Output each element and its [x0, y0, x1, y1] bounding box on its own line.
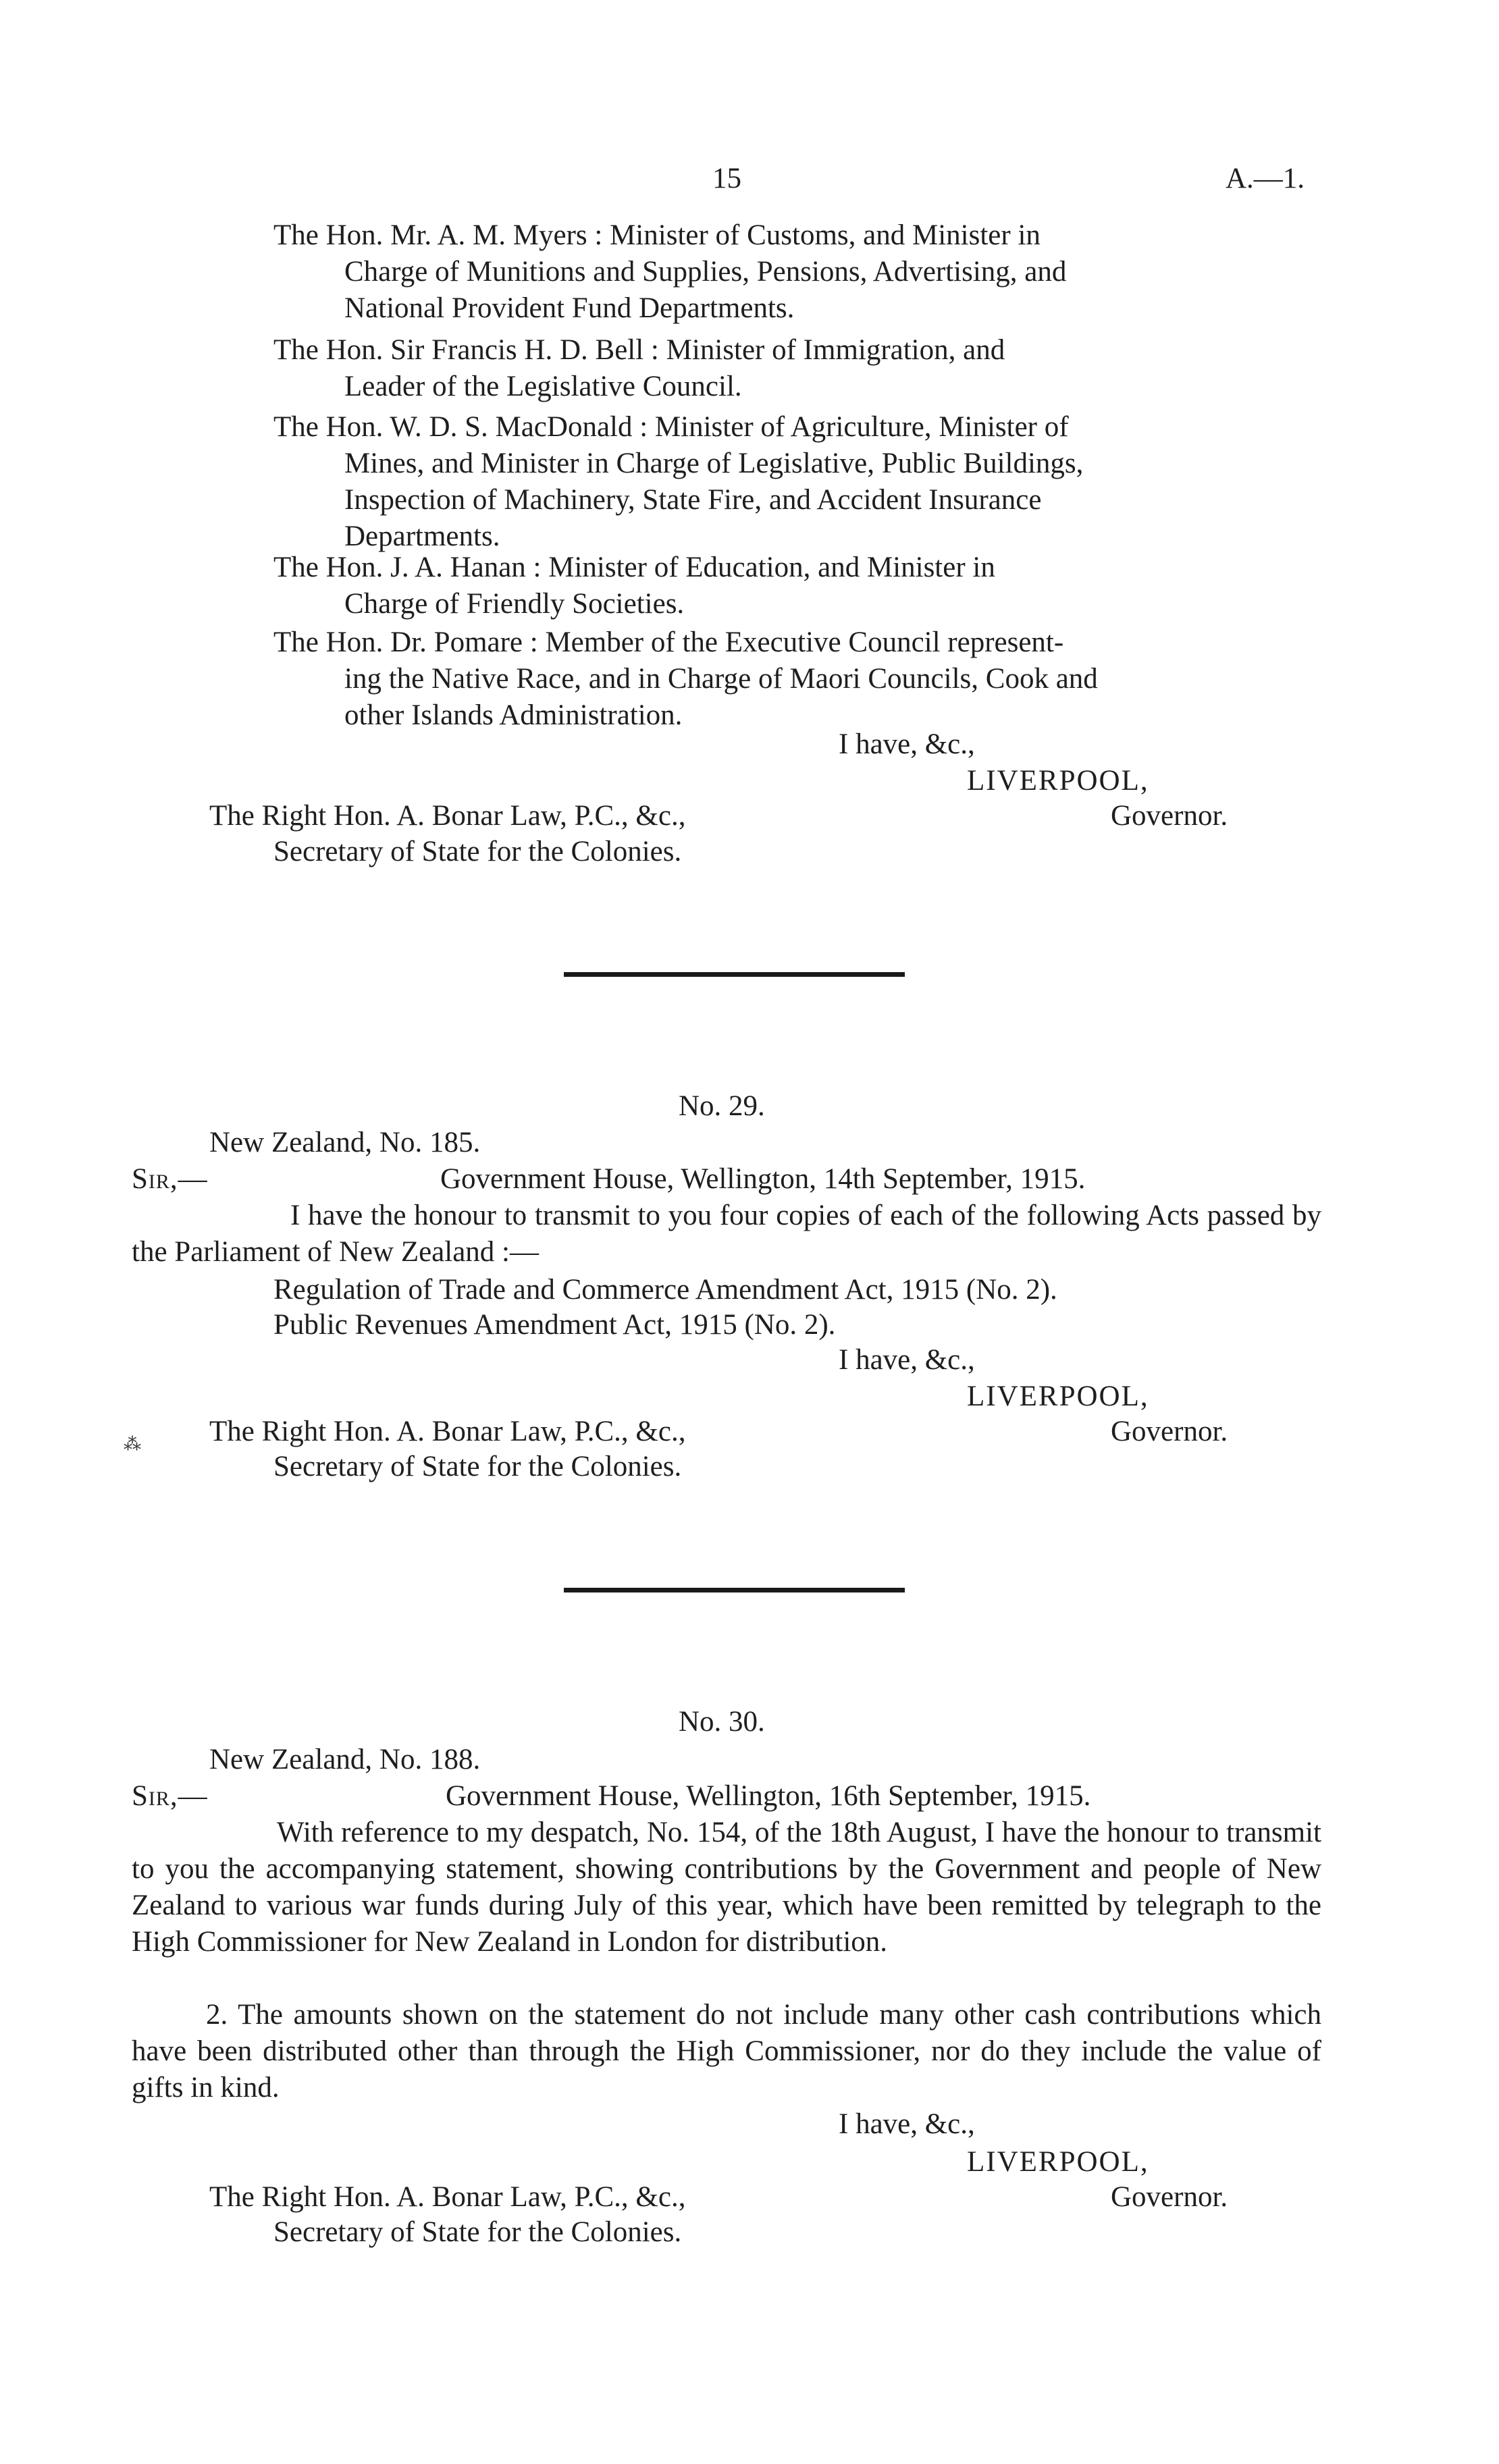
minister-role: Member of the Executive Council represent- [545, 626, 1064, 658]
minister-role: Charge of Friendly Societies. [344, 588, 685, 620]
minister-entry [273, 624, 1321, 734]
minister-role: Charge of Munitions and Supplies, Pensions, Advertising, and [344, 256, 1067, 288]
minister-role: Minister of Agriculture, Minister of [654, 411, 1069, 443]
signer-title: Governor. [1111, 1416, 1228, 1447]
recipient-title: Secretary of State for the Colonies. [273, 836, 682, 867]
signer-title: Governor. [1111, 800, 1228, 832]
minister-role: Mines, and Minister in Charge of Legislative, Public Buildings, [344, 448, 1084, 479]
series-code: A.—1. [1226, 163, 1305, 194]
closing: I have, &c., [839, 2108, 975, 2140]
minister-entry [273, 409, 1321, 555]
recipient-title: Secretary of State for the Colonies. [273, 1451, 682, 1482]
recipient: The Right Hon. A. Bonar Law, P.C., &c., [209, 1416, 686, 1447]
minister-role: Minister of Education, and Minister in [548, 552, 995, 583]
minister-name: The Hon. Sir Francis H. D. Bell : [273, 334, 659, 366]
despatch-ref: New Zealand, No. 188. [209, 1744, 481, 1775]
letter-body: With reference to my despatch, No. 154, of the 18th August, I have the honour to transmit to you the accompanying statement, showing contributions by the Government and people of New Zealand to various war funds during July of this year, which have been remitted by telegraph to the High Commissioner for New Zealand in London for distribution. [132, 1817, 1321, 1958]
minister-role: Leader of the Legislative Council. [344, 371, 742, 402]
salutation: Sir,— [132, 1780, 208, 1812]
signer-title: Governor. [1111, 2181, 1228, 2213]
signer: LIVERPOOL, [967, 2146, 1149, 2178]
recipient-title: Secretary of State for the Colonies. [273, 2216, 682, 2248]
section-divider [564, 1588, 905, 1592]
closing: I have, &c., [839, 1344, 975, 1376]
minister-name: The Hon. Dr. Pomare : [273, 626, 538, 658]
recipient: The Right Hon. A. Bonar Law, P.C., &c., [209, 2181, 686, 2213]
signer: LIVERPOOL, [967, 1381, 1149, 1412]
minister-role: National Provident Fund Departments. [344, 292, 795, 324]
minister-role: Departments. [344, 520, 500, 552]
minister-role: Inspection of Machinery, State Fire, and Accident Insurance [344, 484, 1042, 516]
minister-entry [273, 332, 1321, 405]
address-line: Government House, Wellington, 16th September, 1915. [446, 1780, 1091, 1812]
minister-name: The Hon. Mr. A. M. Myers : [273, 219, 603, 251]
letter-number: No. 29. [679, 1090, 765, 1122]
act-item: Regulation of Trade and Commerce Amendment Act, 1915 (No. 2). [273, 1274, 1057, 1306]
minister-role: Minister of Customs, and Minister in [610, 219, 1041, 251]
minister-role: ing the Native Race, and in Charge of Maori Councils, Cook and [344, 663, 1098, 695]
letter-body: 2. The amounts shown on the statement do not include many other cash contributions which have been distributed other than through the High Commissioner, nor do they include the value of gifts in kind. [132, 1999, 1321, 2104]
recipient: The Right Hon. A. Bonar Law, P.C., &c., [209, 800, 686, 832]
letter-body: I have the honour to transmit to you four copies of each of the following Acts passed by the Parliament of New Zealand :— [132, 1200, 1321, 1268]
minister-name: The Hon. J. A. Hanan : [273, 552, 542, 583]
letter-number: No. 30. [679, 1706, 765, 1738]
minister-name: The Hon. W. D. S. MacDonald : [273, 411, 648, 443]
minister-role: other Islands Administration. [344, 699, 683, 731]
act-item: Public Revenues Amendment Act, 1915 (No. 2). [273, 1309, 836, 1341]
section-divider [564, 972, 905, 977]
stray-mark: ⁂ [124, 1435, 141, 1454]
address-line: Government House, Wellington, 14th September, 1915. [440, 1163, 1086, 1195]
page-number: 15 [712, 163, 741, 194]
minister-role: Minister of Immigration, and [666, 334, 1005, 366]
signer: LIVERPOOL, [967, 765, 1149, 797]
despatch-ref: New Zealand, No. 185. [209, 1127, 481, 1158]
minister-entry [273, 550, 1321, 622]
salutation: Sir,— [132, 1163, 208, 1195]
closing: I have, &c., [839, 728, 975, 760]
minister-entry [273, 217, 1321, 327]
